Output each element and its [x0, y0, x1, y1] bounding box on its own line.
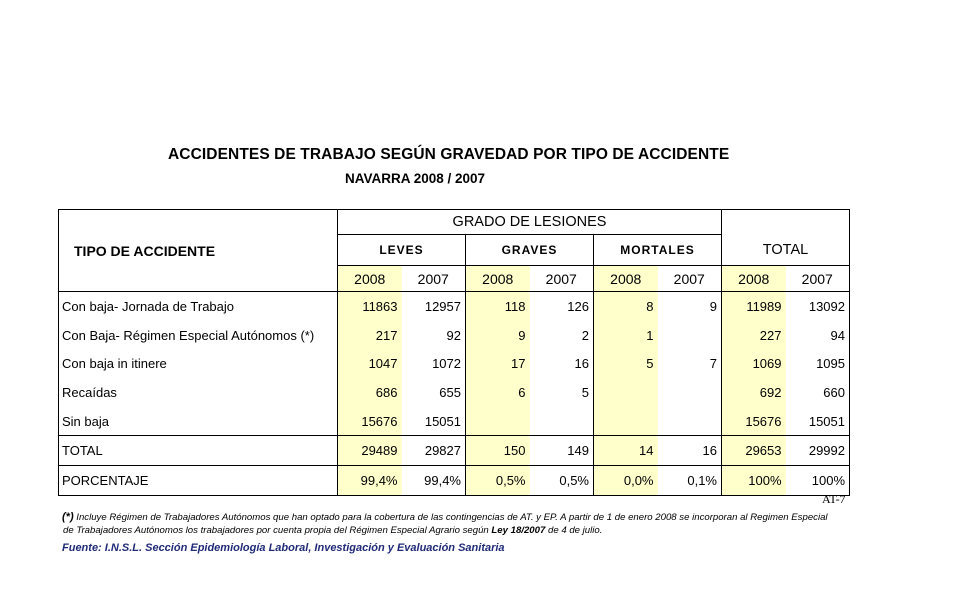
table-cell — [530, 407, 594, 436]
table-cell: 6 — [466, 378, 530, 407]
header-grado-lesiones: GRADO DE LESIONES — [338, 210, 722, 235]
table-cell: 29653 — [722, 436, 786, 466]
table-cell: 0,5% — [530, 466, 594, 496]
table-cell: 1069 — [722, 349, 786, 378]
table-cell: 2 — [581, 327, 589, 343]
table-cell: 15676 — [338, 407, 402, 436]
total-row — [59, 436, 850, 466]
year-header: 2007 — [658, 266, 722, 292]
table-cell: 1095 — [786, 349, 850, 378]
table-cell: 1072 — [432, 356, 461, 372]
header-leves: LEVES — [338, 235, 466, 266]
table-cell: 15051 — [424, 413, 461, 429]
table-cell: 150 — [466, 436, 530, 466]
footnote-law: Ley 18/2007 — [491, 525, 546, 536]
table-cell: 660 — [786, 378, 850, 407]
year-header: 2008 — [722, 266, 786, 292]
table-cell: 227 — [722, 321, 786, 350]
table-cell: 94 — [786, 321, 850, 350]
table-cell: 12957 — [402, 292, 466, 321]
table-cell: 1047 — [338, 349, 402, 378]
table-cell: 13092 — [786, 292, 850, 321]
page-subtitle: NAVARRA 2008 / 2007 — [345, 171, 486, 186]
table-cell — [658, 321, 722, 350]
table-cell: 692 — [722, 378, 786, 407]
table-row — [59, 378, 850, 407]
table-cell — [466, 407, 530, 436]
header-graves: GRAVES — [466, 235, 594, 266]
table-cell: 0,0% — [594, 466, 658, 496]
accidents-table — [58, 209, 850, 496]
table-cell: 655 — [439, 384, 461, 400]
table-cell — [658, 407, 722, 436]
table-cell: 7 — [658, 349, 722, 378]
table-cell: 92 — [446, 327, 461, 343]
year-header: 2007 — [402, 266, 466, 292]
source-citation: Fuente: I.N.S.L. Sección Epidemiología Laboral, Investigación y Evaluación Sanitaria — [62, 542, 505, 554]
table-cell: 217 — [338, 321, 402, 350]
row-label: Con Baja- Régimen Especial Autónomos (*) — [59, 321, 338, 350]
table-cell: 5 — [594, 349, 658, 378]
row-label: PORCENTAJE — [59, 466, 338, 496]
table-cell: 686 — [338, 378, 402, 407]
row-label: Con baja- Jornada de Trabajo — [59, 292, 338, 321]
year-header: 2008 — [338, 266, 402, 292]
table-cell: 11863 — [338, 292, 402, 321]
row-label: TOTAL — [59, 436, 338, 466]
table-cell: 126 — [530, 292, 594, 321]
table-row — [59, 321, 850, 350]
table-row — [59, 407, 850, 436]
year-header: 2008 — [466, 266, 530, 292]
year-header: 2007 — [530, 266, 594, 292]
table-cell: 17 — [466, 349, 530, 378]
footnote-line-1 — [62, 511, 828, 523]
table-cell: 1 — [594, 321, 658, 350]
table-cell: 99,4% — [338, 466, 402, 496]
table-cell: 16 — [574, 356, 589, 372]
table-row — [59, 292, 850, 321]
row-label: Con baja in itinere — [59, 349, 338, 378]
footnote-text: de 4 de julio. — [545, 525, 603, 536]
table-cell — [658, 378, 722, 407]
table-cell: 100% — [786, 466, 850, 496]
footnote-text: Incluye Régimen de Trabajadores Autónomos que han optado para la cobertura de las contingencias de AT. y EP. A partir de 1 de enero 2008 se incorporan al Regimen Especial — [76, 512, 828, 523]
page-title: ACCIDENTES DE TRABAJO SEGÚN GRAVEDAD POR TIPO DE ACCIDENTE — [168, 146, 730, 163]
table-cell: 16 — [658, 436, 722, 466]
table-cell: 0,1% — [658, 466, 722, 496]
table-row — [59, 349, 850, 378]
table-cell — [594, 407, 658, 436]
table-reference: AT-7 — [822, 492, 846, 506]
table-cell: 9 — [658, 292, 722, 321]
footnote-marker: (*) — [62, 511, 74, 523]
table-cell: 118 — [466, 292, 530, 321]
row-label: Sin baja — [59, 407, 338, 436]
table-cell: 99,4% — [402, 466, 466, 496]
table-cell: 11989 — [722, 292, 786, 321]
table-cell: 29992 — [786, 436, 850, 466]
table-cell — [594, 378, 658, 407]
percentage-row — [59, 466, 850, 496]
table-cell: 14 — [594, 436, 658, 466]
table-cell: 8 — [594, 292, 658, 321]
table-cell: 5 — [581, 384, 589, 400]
table-cell: 9 — [466, 321, 530, 350]
table-cell: 0,5% — [466, 466, 530, 496]
table-cell: 15051 — [786, 407, 850, 436]
footnote-line-2 — [63, 525, 602, 536]
year-header: 2008 — [594, 266, 658, 292]
year-header: 2007 — [786, 266, 850, 292]
table-cell: 149 — [530, 436, 594, 466]
header-mortales: MORTALES — [594, 235, 722, 266]
header-tipo-accidente: TIPO DE ACCIDENTE — [59, 210, 338, 292]
footnote-text: de Trabajadores Autónomos los trabajadores por cuenta propia del Régimen Especial Agrario según — [63, 525, 492, 536]
table-cell: 15676 — [722, 407, 786, 436]
header-total: TOTAL — [722, 210, 850, 266]
row-label: Recaídas — [59, 378, 338, 407]
table-cell: 100% — [722, 466, 786, 496]
table-cell: 29827 — [402, 436, 466, 466]
table-cell: 29489 — [338, 436, 402, 466]
